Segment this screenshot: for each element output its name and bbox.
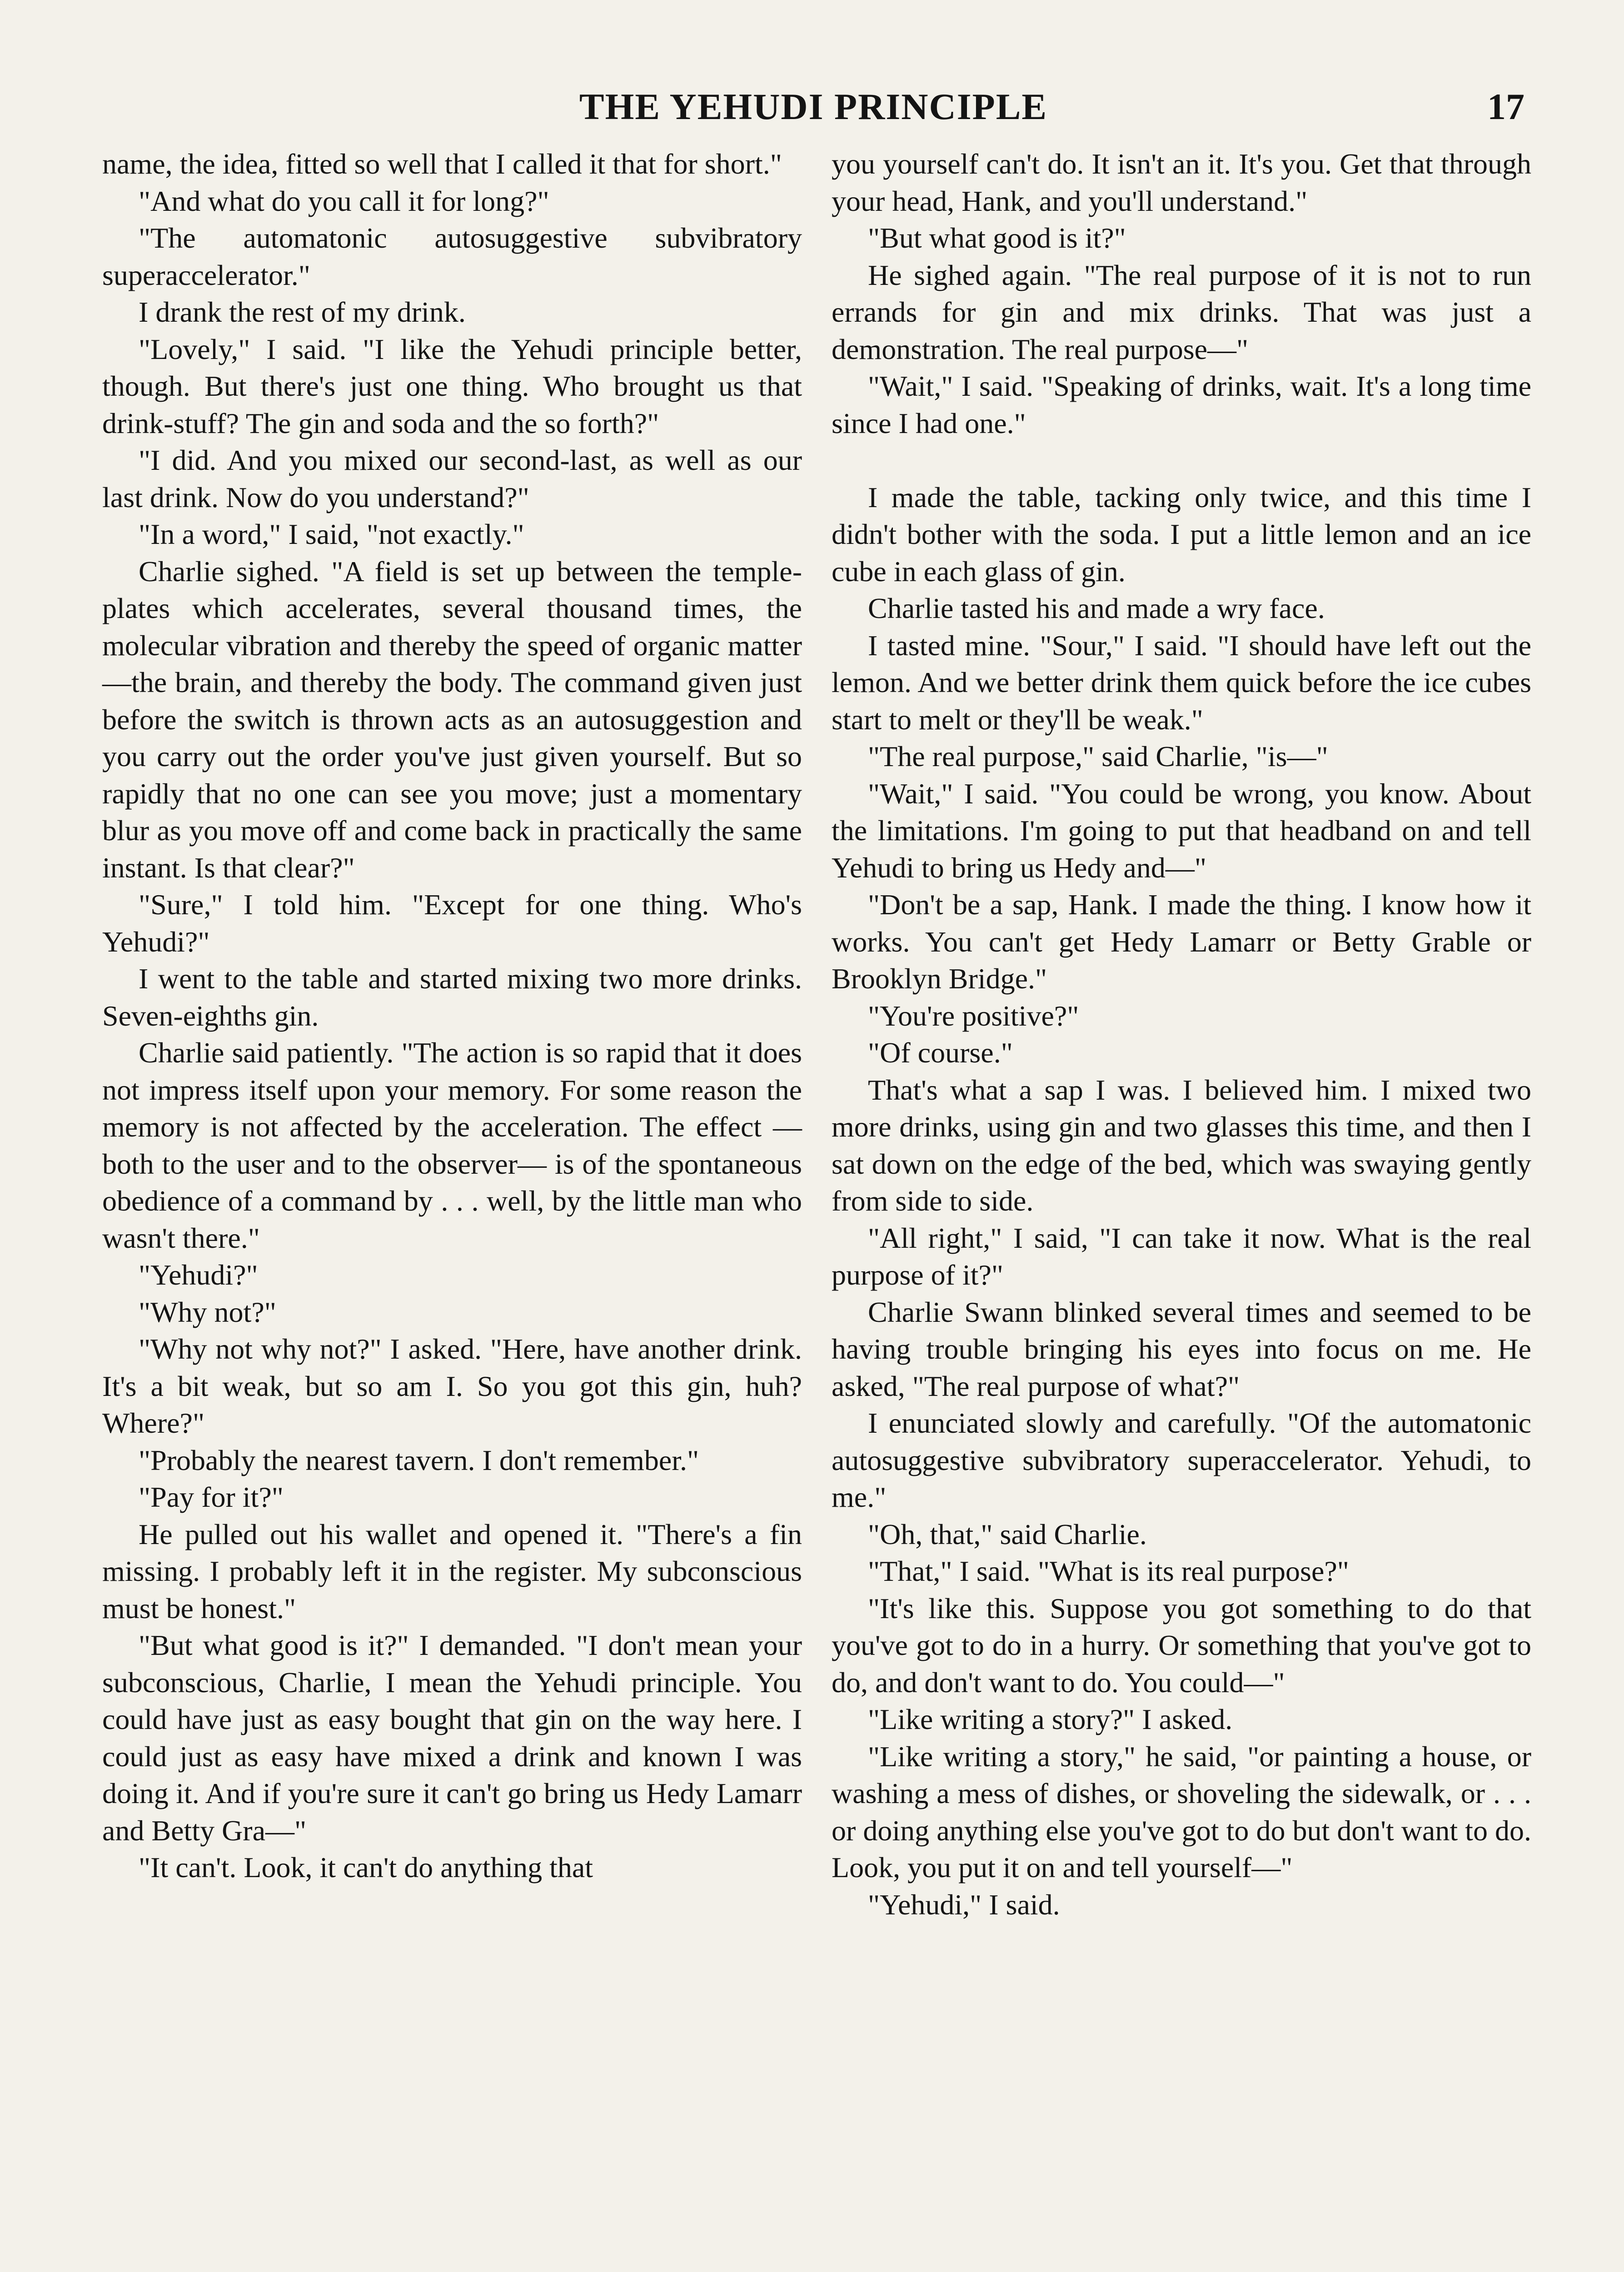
paragraph: Charlie Swann blinked several times and seemed to be having trouble bringing his eyes into focus on me. He asked, "The real purpose of what?" <box>832 1295 1531 1402</box>
paragraph: "That," I said. "What is its real purpose?" <box>868 1555 1349 1587</box>
paragraph: That's what a sap I was. I believed him. I mixed two more drinks, using gin and two glasses this time, and then I sat down on the edge of the bed, which was swaying gently from side to side. <box>832 1073 1531 1217</box>
paragraph: Charlie sighed. "A field is set up between the temple-plates which accelerates, several thousand times, the molecular vibration and thereby the speed of organic matter—the brain, and thereby the body. The command given just before the switch is thrown acts as an autosuggestion and you carry out the order you've just given yourself. But so rapidly that no one can see you move; just a momentary blur as you move off and come back in practically the same instant. Is that clear?" <box>102 555 802 884</box>
paragraph: "In a word," I said, "not exactly." <box>139 518 524 550</box>
paragraph: "Of course." <box>868 1036 1013 1069</box>
paragraph: "The real purpose," said Charlie, "is—" <box>868 740 1328 772</box>
running-header <box>102 82 1524 136</box>
paragraph: "Probably the nearest tavern. I don't remember." <box>139 1444 699 1476</box>
paragraph: "All right," I said, "I can take it now. What is the real purpose of it?" <box>832 1221 1531 1291</box>
paragraph: "Oh, that," said Charlie. <box>868 1518 1147 1550</box>
paragraph: "Pay for it?" <box>139 1481 284 1513</box>
left-text-column <box>102 145 802 1886</box>
paragraph: "Yehudi," I said. <box>868 1888 1060 1921</box>
paragraph: "You're positive?" <box>868 999 1079 1032</box>
paragraph: Charlie tasted his and made a wry face. <box>868 592 1325 624</box>
paragraph: "Like writing a story?" I asked. <box>868 1703 1233 1735</box>
paragraph: "The automatonic autosuggestive subvibratory superaccelerator." <box>102 222 802 291</box>
paragraph: "It can't. Look, it can't do anything that <box>139 1851 593 1883</box>
paragraph: "Wait," I said. "You could be wrong, you know. About the limitations. I'm going to put that headband on and tell Yehudi to bring us Hedy and—" <box>832 777 1531 884</box>
paragraph: "I did. And you mixed our second-last, as well as our last drink. Now do you understand?" <box>102 444 802 513</box>
paragraph: "Like writing a story," he said, "or painting a house, or washing a mess of dishes, or shoveling the sidewalk, or . . . or doing anything else you've got to do but don't want to do. Look, you put it on and tell yourself—" <box>832 1740 1531 1883</box>
paragraph: He sighed again. "The real purpose of it is not to run errands for gin and mix drinks. That was just a demonstration. The real purpose—" <box>832 259 1531 365</box>
paragraph: "It's like this. Suppose you got something to do that you've got to do in a hurry. Or something that you've got to do, and don't want to do. You could—" <box>832 1592 1531 1699</box>
paragraph: "Sure," I told him. "Except for one thing. Who's Yehudi?" <box>102 888 802 958</box>
paragraph: "But what good is it?" I demanded. "I don't mean your subconscious, Charlie, I mean the Yehudi principle. You could have just as easy bought that gin on the way here. I could just as easy have mixed a drink and known I was doing it. And if you're sure it can't go bring us Hedy Lamarr and Betty Gra—" <box>102 1629 802 1847</box>
right-text-column <box>832 145 1531 1923</box>
paragraph: "Wait," I said. "Speaking of drinks, wait. It's a long time since I had one." <box>832 370 1531 439</box>
paragraph: you yourself can't do. It isn't an it. It's you. Get that through your head, Hank, and you'll understand." <box>832 148 1531 217</box>
paragraph: I tasted mine. "Sour," I said. "I should have left out the lemon. And we better drink them quick before the ice cubes start to melt or they'll be weak." <box>832 629 1531 736</box>
paragraph: Charlie said patiently. "The action is so rapid that it does not impress itself upon your memory. For some reason the memory is not affected by the acceleration. The effect —both to the user and to the observer— is of the spontaneous obedience of a command by . . . well, by the little man who wasn't there." <box>102 1036 802 1254</box>
paragraph: I made the table, tacking only twice, and this time I didn't bother with the soda. I put a little lemon and an ice cube in each glass of gin. <box>832 481 1531 588</box>
paragraph: name, the idea, fitted so well that I called it that for short." <box>102 148 782 180</box>
page-title: THE YEHUDI PRINCIPLE <box>579 86 1048 127</box>
paragraph: "Why not why not?" I asked. "Here, have another drink. It's a bit weak, but so am I. So you got this gin, huh? Where?" <box>102 1333 802 1439</box>
paragraph: "Why not?" <box>139 1295 276 1328</box>
paragraph: "Lovely," I said. "I like the Yehudi principle better, though. But there's just one thing. Who brought us that drink-stuff? The gin and soda and the so forth?" <box>102 333 802 439</box>
page-number: 17 <box>1487 86 1524 127</box>
paragraph: "Don't be a sap, Hank. I made the thing. I know how it works. You can't get Hedy Lamarr or Betty Grable or Brooklyn Bridge." <box>832 888 1531 995</box>
paragraph: "Yehudi?" <box>139 1259 258 1291</box>
paragraph: I enunciated slowly and carefully. "Of the automatonic autosuggestive subvibratory superaccelerator. Yehudi, to me." <box>832 1407 1531 1513</box>
paragraph: He pulled out his wallet and opened it. "There's a fin missing. I probably left it in the register. My subconscious must be honest." <box>102 1518 802 1624</box>
paragraph: "And what do you call it for long?" <box>139 184 549 217</box>
paragraph <box>832 442 1531 479</box>
paragraph: "But what good is it?" <box>868 222 1126 254</box>
paragraph: I went to the table and started mixing two more drinks. Seven-eighths gin. <box>102 962 802 1032</box>
paragraph: I drank the rest of my drink. <box>139 296 466 328</box>
